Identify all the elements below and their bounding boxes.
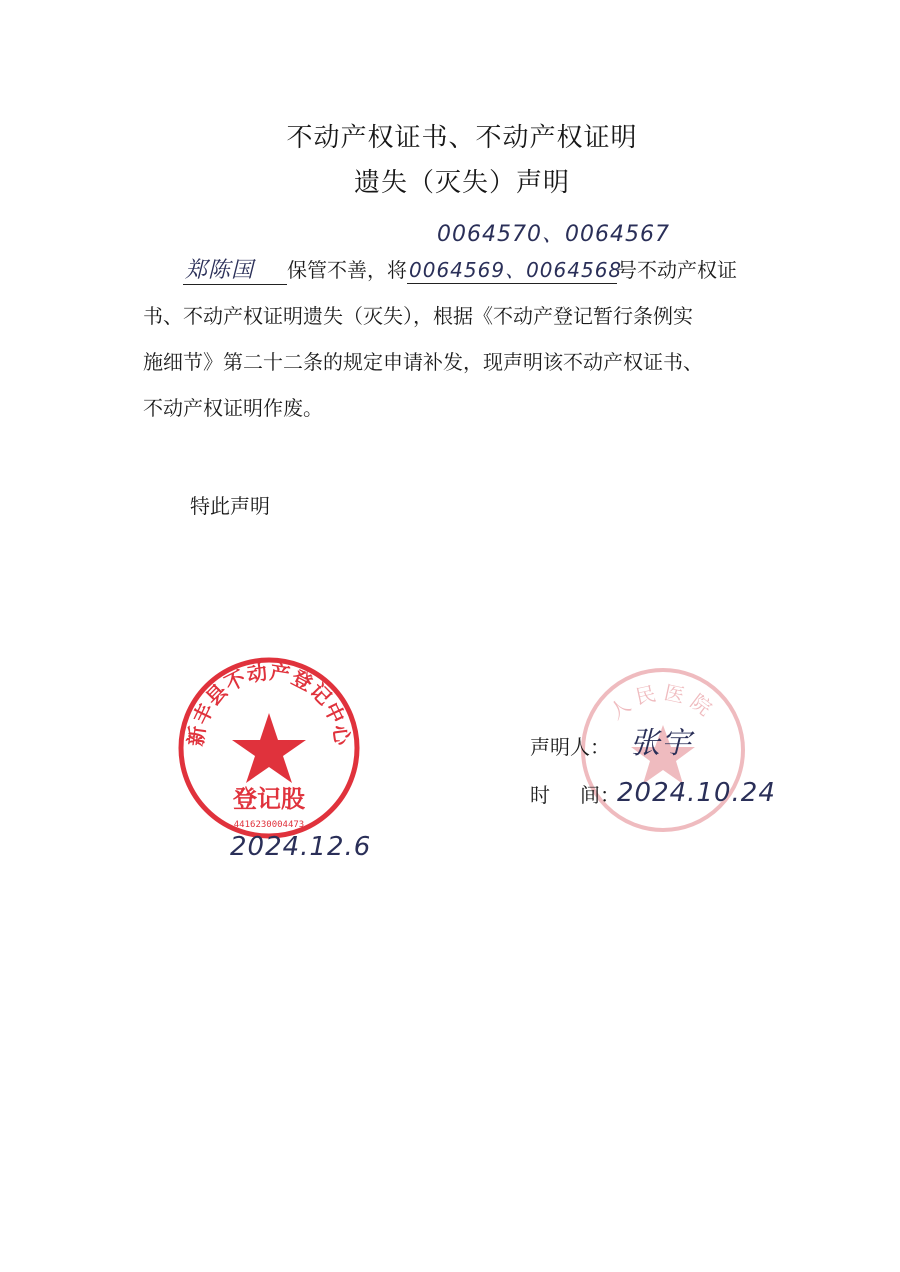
registration-center-seal: [176, 655, 362, 841]
seal-arc-text: 新丰县不动产登记中心: [183, 659, 355, 748]
declaration-line-1: [143, 247, 783, 293]
applicant-name-field: 郑陈国: [183, 258, 287, 285]
seal-serial-number: 4416230004473: [233, 820, 305, 830]
document-title-line2: 遗失（灭失）声明: [353, 168, 570, 198]
declaration-line-4: 不动产权证明作废。: [143, 396, 323, 420]
declaration-line-3: 施细节》第二十二条的规定申请补发，现声明该不动产权证书、: [143, 350, 703, 374]
seal-star-icon: [232, 713, 306, 783]
closing-statement: 特此声明: [190, 494, 270, 518]
seal-date-handwritten: 2024.12.6: [230, 832, 372, 862]
hospital-seal-arc-text: 人民医院: [604, 680, 722, 725]
document-title-line1: 不动产权证书、不动产权证明: [286, 123, 638, 153]
declaration-date-handwritten: 2024.10.24: [617, 778, 776, 808]
time-label: [530, 779, 620, 808]
declarant-label: 声明人：: [530, 735, 610, 759]
declaration-text-2: 号不动产权证: [617, 258, 737, 282]
declaration-line-2: 书、不动产权证明遗失（灭失），根据《不动产登记暂行条例实: [143, 304, 693, 328]
declarant-signature: 张宇: [630, 726, 692, 761]
handwritten-extra-cert-numbers: 0064570、0064567: [437, 222, 670, 247]
time-label-char2: 间：: [580, 783, 620, 807]
seal-bottom-text: 登记股: [233, 784, 305, 813]
declaration-paragraph: [143, 247, 783, 431]
declaration-text-1: 保管不善，将: [287, 258, 407, 282]
cert-number-field: 0064569、0064568: [409, 258, 623, 282]
time-label-char1: 时: [530, 783, 550, 807]
